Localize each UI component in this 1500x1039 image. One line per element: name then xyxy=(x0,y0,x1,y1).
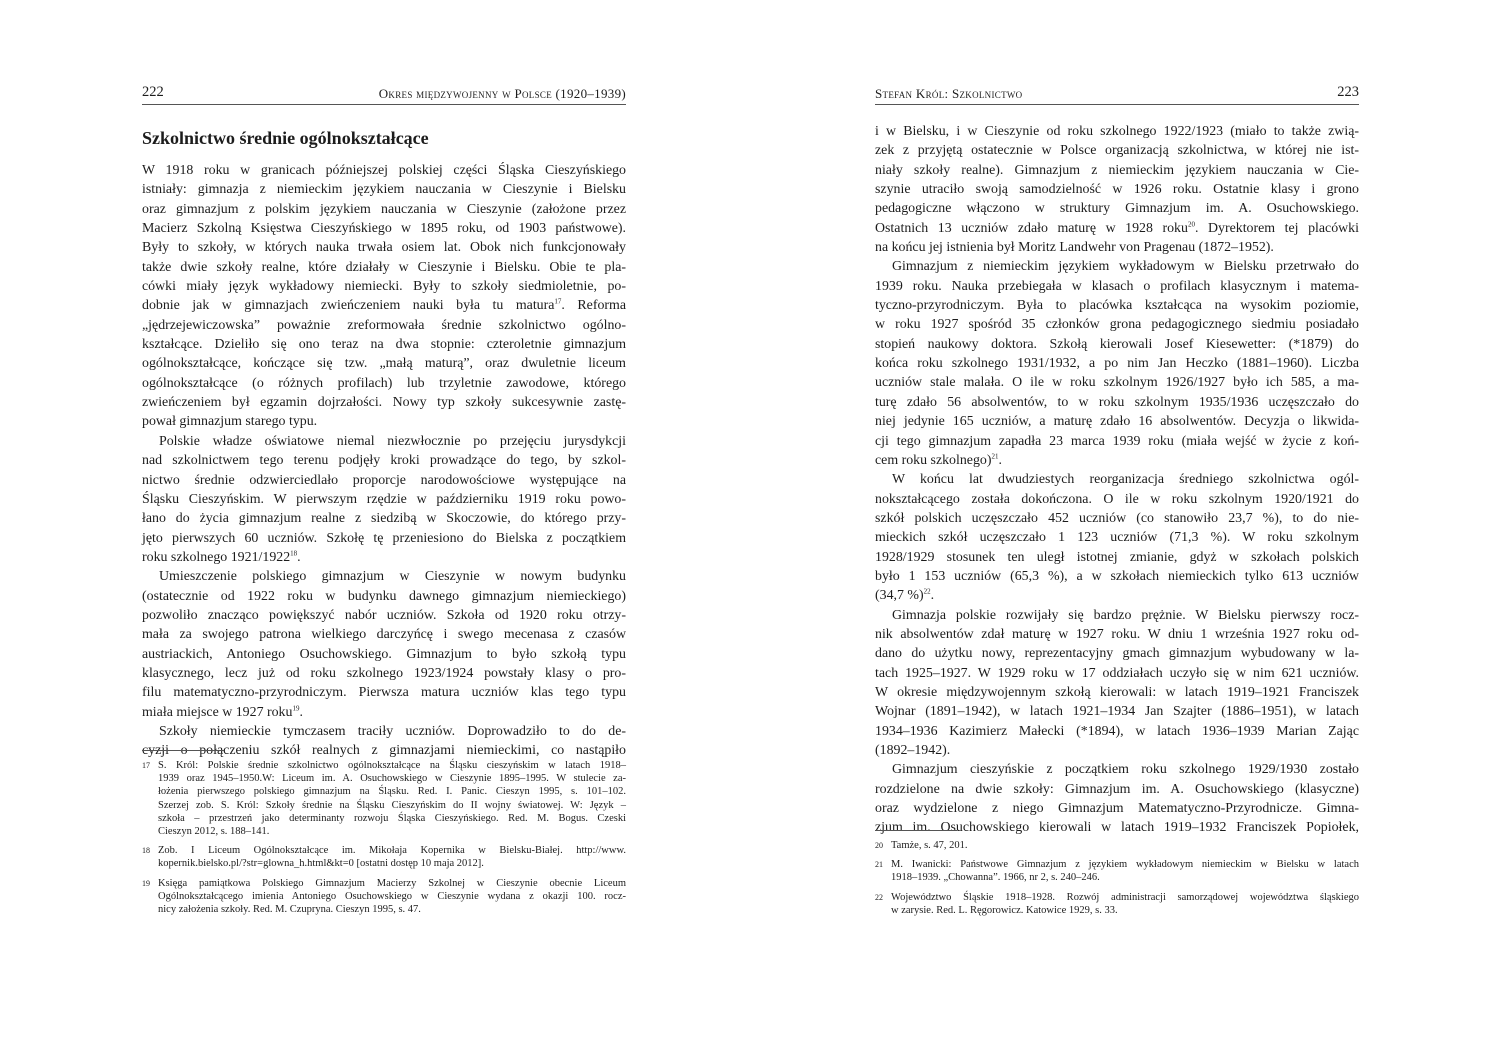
footnote-rule xyxy=(142,750,224,751)
text-line: było 1 153 uczniów (65,3 %), a w szkołach niemieckich tylko 613 uczniów xyxy=(875,568,1359,584)
text-line: roku szkolnego 1921/1922$^{18}$. xyxy=(142,549,301,565)
text-line: oraz wydzielone z niego Gimnazjum Matematyczno-Przyrodnicze. Gimna- xyxy=(875,801,1359,817)
text-line: tach 1925–1927. W 1929 roku w 17 oddziałach uczyło się w nim 621 uczniów. xyxy=(875,665,1359,681)
text-line: zjum im. Osuchowskiego kierowali w latach 1919–1932 Franciszek Popiołek, xyxy=(875,820,1359,836)
text-line: oraz gimnazjum z polskim językiem nauczania w Cieszynie (założone przez xyxy=(142,201,626,217)
footnotes xyxy=(142,759,626,922)
text-line: Polskie władze oświatowe niemal niezwłocznie po przejęciu jurysdykcji xyxy=(159,433,626,449)
text-line: zek z przyjętą ostatecznie w Polsce organizacją szkolnictwa, w której nie ist- xyxy=(875,143,1359,159)
footnote xyxy=(875,891,1359,917)
text-line: Umieszczenie polskiego gimnazjum w Cieszynie w nowym budynku xyxy=(159,569,626,585)
text-line: W 1918 roku w granicach późniejszej polskiej części Śląska Cieszyńskiego xyxy=(142,163,626,178)
text-line: Wojnar (1891–1942), w latach 1921–1934 Jan Szajter (1886–1951), w latach xyxy=(875,704,1359,720)
footnote-number: 20 xyxy=(875,841,883,850)
text-line: tyczno-przyrodniczym. Była to placówka kształcąca na wysokim poziomie, xyxy=(875,298,1359,314)
footnote-reference: 19 xyxy=(292,704,300,712)
text-line: W końcu lat dwudziestych reorganizacja średniego szkolnictwa ogól- xyxy=(892,472,1359,488)
text-line: końca roku szkolnego 1931/1932, a po nim Jan Heczko (1881–1960). Liczba xyxy=(875,356,1359,372)
left-page-header xyxy=(142,84,626,105)
footnote-line: w zarysie. Red. L. Ręgorowicz. Katowice 1929, s. 33. xyxy=(891,904,1118,916)
text-line: Śląsku Cieszyńskim. W pierwszym rzędzie w październiku 1919 roku powo- xyxy=(142,491,626,507)
footnote xyxy=(142,844,626,870)
footnote-reference: 21 xyxy=(991,452,999,461)
footnote-line: 1939 oraz 1945–1950.W: Liceum im. A. Osuchowskiego w Cieszynie 1895–1995. W stulecie za- xyxy=(158,773,626,785)
footnote-number: 18 xyxy=(142,846,150,856)
running-head: Okres międzywojenny w Polsce (1920–1939) xyxy=(378,86,626,101)
footnote-line: M. Iwanicki: Państwowe Gimnazjum z językiem wykładowym niemieckim w Bielsku w latach xyxy=(891,859,1359,871)
text-line: łano do życia gimnazjum realne z siedzibą w Skoczowie, do którego przy- xyxy=(142,511,626,527)
footnote-reference: 18 xyxy=(290,549,298,558)
text-line: cyzji o połączeniu szkół realnych z gimnazjami niemieckimi, co nastąpiło xyxy=(142,743,626,759)
text-line: ogólnokształcące, kończące się tzw. „małą maturą”, oraz dwuletnie liceum xyxy=(142,356,626,372)
text-line: austriackich, Antoniego Osuchowskiego. Gimnazjum to było szkołą typu xyxy=(142,646,626,662)
body-text xyxy=(142,161,626,761)
text-line: Szkoły niemieckie tymczasem traciły uczniów. Doprowadziło to do de- xyxy=(159,723,626,739)
text-line: na końcu jej istnienia był Moritz Landwehr von Pragenau (1872–1952). xyxy=(875,240,1274,256)
text-line: pozwoliło znacząco powiększyć nabór uczniów. Szkoła od 1920 roku otrzy- xyxy=(142,607,626,623)
text-line: pował gimnazjum starego typu. xyxy=(142,414,318,430)
text-line: niały szkoły realne). Gimnazjum z niemieckim językiem nauczania w Cie- xyxy=(875,162,1359,178)
text-line: istniały: gimnazja z niemieckim językiem nauczania w Cieszynie i Bielsku xyxy=(142,182,626,198)
body-text xyxy=(875,122,1359,838)
text-line: kształcące. Dzieliło się ono teraz na dwa stopnie: czteroletnie gimnazjum xyxy=(142,337,626,353)
text-line: pedagogiczne włączono w struktury Gimnazjum im. A. Osuchowskiego. xyxy=(875,201,1359,217)
text-line: klasycznego, lecz już od roku szkolnego 1923/1924 powstały klasy o pro- xyxy=(142,665,626,681)
footnote-line: Zob. I Liceum Ogólnokształcące im. Mikołaja Kopernika w Bielsku-Białej. http://www. xyxy=(158,845,626,857)
text-line: Gimnazja polskie rozwijały się bardzo prężnie. W Bielsku pierwszy rocz- xyxy=(892,607,1359,623)
text-line: 1939 roku. Nauka przebiegała w klasach o profilach klasycznym i matema- xyxy=(875,278,1359,294)
text-line: rozdzielone na dwie szkoły: Gimnazjum im. A. Osuchowskiego (klasyczne) xyxy=(875,781,1359,797)
footnote xyxy=(875,858,1359,884)
text-line: mała za swojego patrona wielkiego darczyńcę i swego mecenasa z czasów xyxy=(142,627,626,643)
footnote-line: Ogólnokształcącego imienia Antoniego Osuchowskiego w Cieszynie wydana z okazji 100. rocz- xyxy=(158,890,626,902)
text-line: nokształcącego została dokończona. O ile w roku szkolnym 1920/1921 do xyxy=(875,491,1359,507)
text-line: (ostatecznie od 1922 roku w budynku dawnego gimnazjum niemieckiego) xyxy=(142,588,626,604)
footnote-line: Szerzej zob. S. Król: Szkoły średnie na Śląsku Cieszyńskim do II wojny światowej. W: Język – xyxy=(158,799,626,811)
page-number: 222 xyxy=(142,84,164,100)
page-number: 223 xyxy=(1337,84,1359,100)
text-line: stopień naukowy doktora. Szkołą kierowali Josef Kiesewetter: (*1879) do xyxy=(875,336,1359,352)
running-head: Stefan Król: Szkolnictwo xyxy=(875,86,1023,101)
footnotes xyxy=(875,839,1359,923)
text-line: Gimnazjum cieszyńskie z początkiem roku szkolnego 1929/1930 zostało xyxy=(892,762,1359,778)
text-line: (34,7 %)$^{22}$. xyxy=(875,587,935,604)
text-line: nictwo średnie odzwierciedlało proporcje narodowościowe występujące na xyxy=(142,472,626,488)
footnote xyxy=(875,839,1359,852)
text-line: ogólnokształcące (o różnych profilach) lub trzyletnie zawodowe, którego xyxy=(142,375,626,391)
text-line: zwieńczeniem był egzamin dojrzałości. Nowy typ szkoły sukcesywnie zastę- xyxy=(142,395,626,411)
text-line: dobnie jak w gimnazjach zwieńczeniem nauki była tu matura$^{17}$. Reforma xyxy=(142,297,626,314)
text-line: miała miejsce w 1927 roku$^{19}$. xyxy=(142,704,303,720)
footnote-number: 21 xyxy=(875,860,883,870)
text-line: cem roku szkolnego)$^{21}$. xyxy=(875,452,1002,468)
footnote-line: szkoła – przestrzeń jako determinanty rozwoju Śląska Cieszyńskiego. Red. M. Bogus. Czeski xyxy=(158,812,626,824)
footnote-line: Cieszyn 2012, s. 188–141. xyxy=(158,826,270,838)
text-line: Były to szkoły, w których nauka trwała osiem lat. Obok nich funkcjonowały xyxy=(142,240,626,256)
footnote xyxy=(142,877,626,917)
text-line: mieckich szkół uczęszczało 1 123 uczniów (71,3 %). W roku szkolnym xyxy=(875,530,1359,546)
text-line: i w Bielsku, i w Cieszynie od roku szkolnego 1922/1923 (miało to także zwią- xyxy=(875,124,1359,139)
text-line: Ostatnich 13 uczniów zdało maturę w 1928 roku$^{20}$. Dyrektorem tej placówki xyxy=(875,220,1359,236)
footnote-line: 1918–1939. „Chowanna”. 1966, nr 2, s. 240–246. xyxy=(891,872,1100,884)
right-page-header xyxy=(875,84,1359,105)
text-line: nad szkolnictwem tego terenu podjęły kroki prowadzące do tego, by szkol- xyxy=(142,453,626,469)
footnote-reference: 22 xyxy=(923,587,931,596)
footnote xyxy=(142,759,626,838)
text-line: szynie utraciło swoją samodzielność w 1926 roku. Ostatnie klasy i grono xyxy=(875,182,1359,198)
text-line: uczniów stale malała. O ile w roku szkolnym 1926/1927 było ich 585, a ma- xyxy=(875,375,1359,391)
footnote-reference: 20 xyxy=(1187,220,1195,229)
text-line: (1892–1942). xyxy=(875,743,951,758)
text-line: „jędrzejewiczowska” poważnie zreformowała średnie szkolnictwo ogólno- xyxy=(142,317,626,333)
footnote-number: 22 xyxy=(875,892,883,902)
text-line: filu matematyczno-przyrodniczym. Pierwsza matura uczniów klas tego typu xyxy=(142,685,626,701)
footnote-number: 19 xyxy=(142,878,150,888)
footnote-line: łożenia pierwszego polskiego gimnazjum na Śląsku. Red. I. Panic. Cieszyn 1995, s. 101–102. xyxy=(158,786,626,798)
text-line: niej jedynie 165 uczniów, a maturę zdało 16 absolwentów. Decyzja o likwida- xyxy=(875,414,1359,430)
text-line: jęto pierwszych 60 uczniów. Szkołę tę przeniesiono do Bielska z początkiem xyxy=(142,530,626,546)
text-line: 1928/1929 stosunek ten uległ istotnej zmianie, gdyż w szkołach polskich xyxy=(875,549,1359,565)
footnote-reference: 17 xyxy=(554,297,562,306)
text-line: 1934–1936 Kazimierz Małecki (*1894), w latach 1936–1939 Marian Zając xyxy=(875,723,1359,739)
footnote-line: Województwo Śląskie 1918–1928. Rozwój administracji samorządowej województwa śląskiego xyxy=(891,891,1359,903)
text-line: turę zdało 56 absolwentów, to w roku szkolnym 1935/1936 uczęszczało do xyxy=(875,394,1359,410)
section-heading: Szkolnictwo średnie ogólnokształcące xyxy=(142,128,429,148)
footnote-line: nicy założenia szkoły. Red. M. Czupryna. Cieszyn 1995, s. 47. xyxy=(158,904,421,916)
footnote-line: S. Król: Polskie średnie szkolnictwo ogólnokształcące na Śląsku cieszyńskim w latach 1918– xyxy=(158,760,626,771)
text-line: cówki miały język wykładowy niemiecki. Były to szkoły siedmioletnie, po- xyxy=(142,279,626,295)
text-line: Gimnazjum z niemieckim językiem wykładowym w Bielsku przetrwało do xyxy=(892,259,1359,275)
footnote-rule xyxy=(875,830,957,831)
text-line: w roku 1927 spośród 35 członków grona pedagogicznego siedmiu posiadało xyxy=(875,317,1359,333)
footnote-line: Księga pamiątkowa Polskiego Gimnazjum Macierzy Szkolnej w Cieszynie obecnie Liceum xyxy=(158,877,626,889)
text-line: Macierz Szkolną Księstwa Cieszyńskiego w 1895 roku, od 1903 państwowe). xyxy=(142,221,626,237)
text-line: W okresie międzywojennym szkołą kierowali: w latach 1919–1921 Franciszek xyxy=(875,684,1359,700)
text-line: szkół polskich uczęszczało 452 uczniów (co stanowiło 23,7 %), to do nie- xyxy=(875,510,1359,526)
text-line: także dwie szkoły realne, które działały w Cieszynie i Bielsku. Obie te pla- xyxy=(142,259,626,275)
text-line: dano do użytku nowy, reprezentacyjny gmach gimnazjum wybudowany w la- xyxy=(875,646,1359,662)
footnote-line: Tamże, s. 47, 201. xyxy=(891,840,968,851)
footnote-number: 17 xyxy=(142,761,150,770)
text-line: cji tego gimnazjum zapadła 23 marca 1939 roku (miała wejść w życie z koń- xyxy=(875,433,1359,449)
footnote-line: kopernik.bielsko.pl/?str=glowna_h.html&kt=0 [ostatni dostęp 10 maja 2012]. xyxy=(158,858,484,870)
text-line: nik absolwentów zdał maturę w 1927 roku. W dniu 1 września 1927 roku od- xyxy=(875,626,1359,642)
